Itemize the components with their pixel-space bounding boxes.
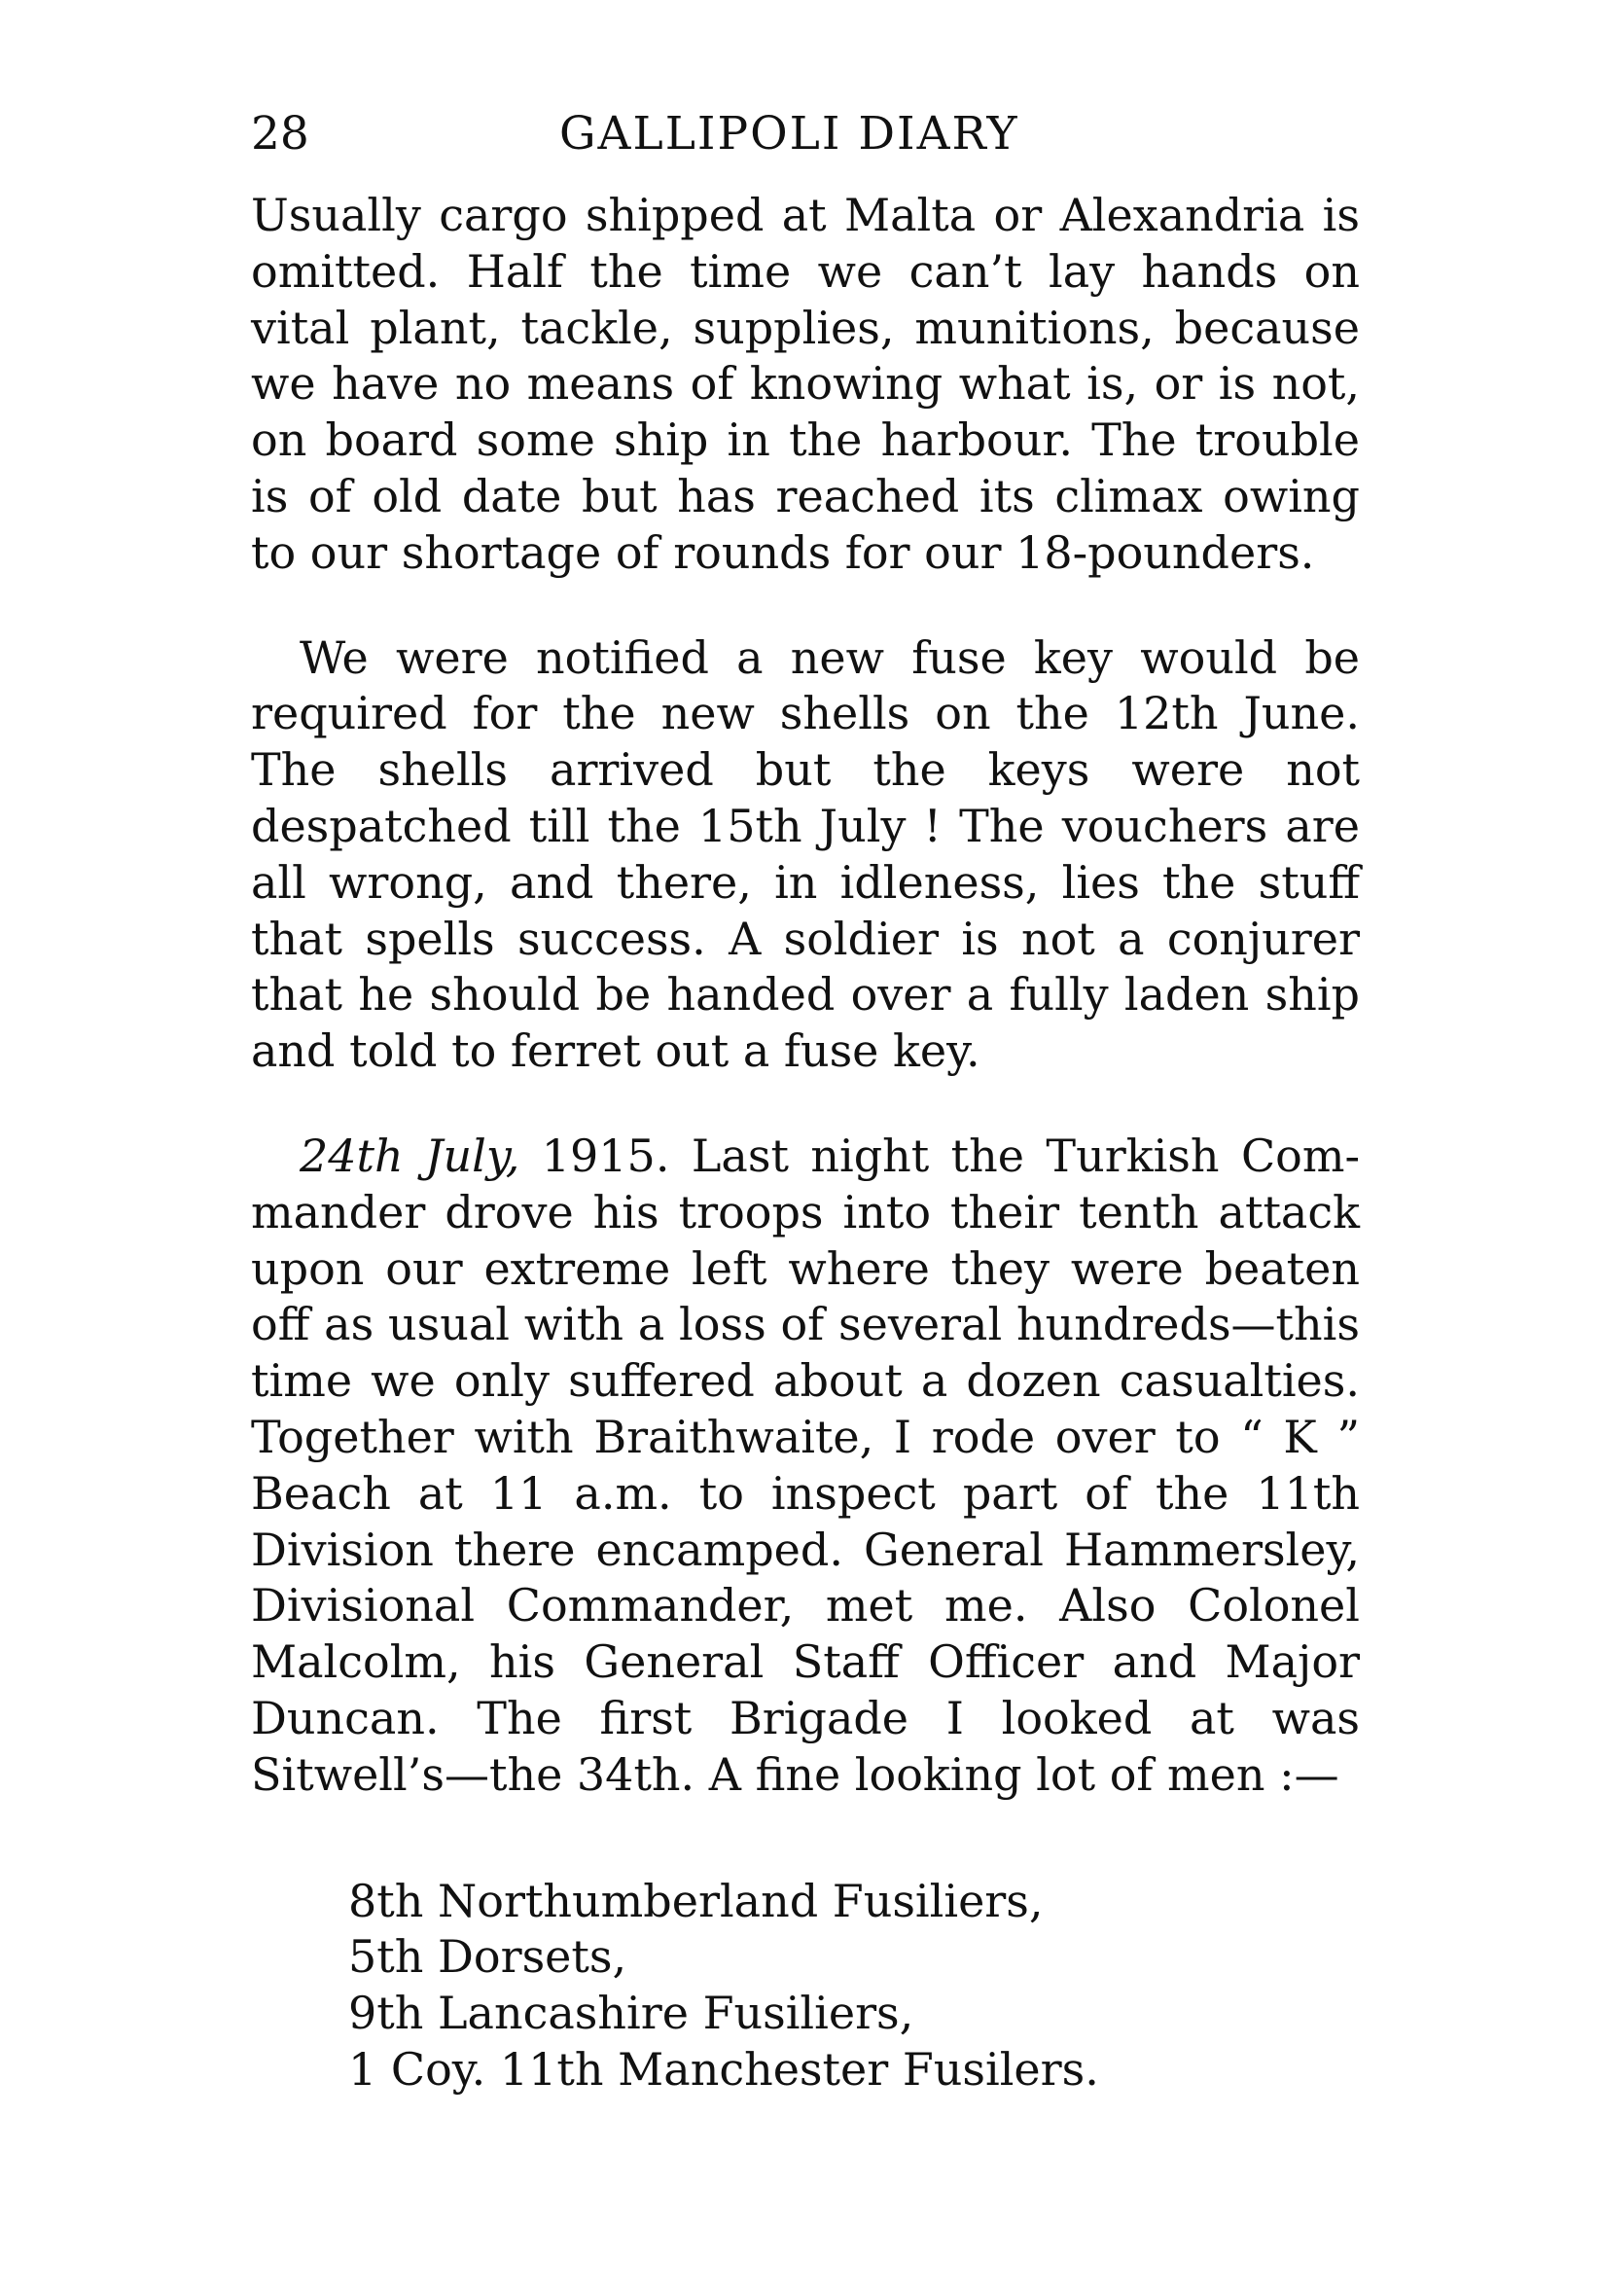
entry-year: 1915. [519, 1129, 670, 1182]
list-item: 8th Northumberland Fusiliers, [348, 1874, 1044, 1927]
page-number: 28 [251, 107, 309, 161]
list-item: 5th Dorsets, [348, 1930, 627, 1984]
running-title: GALLIPOLI DIARY [559, 107, 1019, 161]
entry-date: 24th July, [300, 1129, 520, 1182]
paragraph-diary-entry [251, 1129, 1360, 1804]
paragraph-fuse-key: We were notified a new fuse key would be required for the new shells on the 12th June. The shells arrived but the keys were not despatched till the 15th July ! The vouchers are all wrong, and there, in idleness, lies the stuff that spells success. A soldier is not a conjurer that he should be handed over a fully laden ship and told to ferret out a fuse key. [251, 630, 1360, 1078]
brigade-unit-list [251, 1874, 1360, 2099]
entry-text: Last night the Turkish Commander drove his troops into their tenth attack upon our extreme left where they were beaten off as usual with a loss of several hundreds—this time we only suffered about a dozen casualties. Together with Braithwaite, I rode over to “ K ” Beach at 11 a.m. to inspect part of the 11th Division there encamped. General Hammersley, Divisional Commander, met me. Also Colonel Malcolm, his General Staff Officer and Major Duncan. The first Brigade I looked at was Sitwell’s—the 34th. A fine looking lot of men :— [251, 1129, 1361, 1801]
page-header [251, 105, 1360, 163]
paragraph-cargo: Usually cargo shipped at Malta or Alexandria is omitted. Half the time we can’t lay hands on vital plant, tackle, supplies, munitions, because we have no means of knowing what is, or is not, on board some ship in the harbour. The trouble is of old date but has reached its climax owing to our shortage of rounds for our 18-pounders. [251, 189, 1360, 579]
list-item: 9th Lancashire Fusiliers, [348, 1987, 914, 2040]
list-item: 1 Coy. 11th Manchester Fusilers. [348, 2042, 1099, 2096]
page-body [251, 188, 1360, 2099]
